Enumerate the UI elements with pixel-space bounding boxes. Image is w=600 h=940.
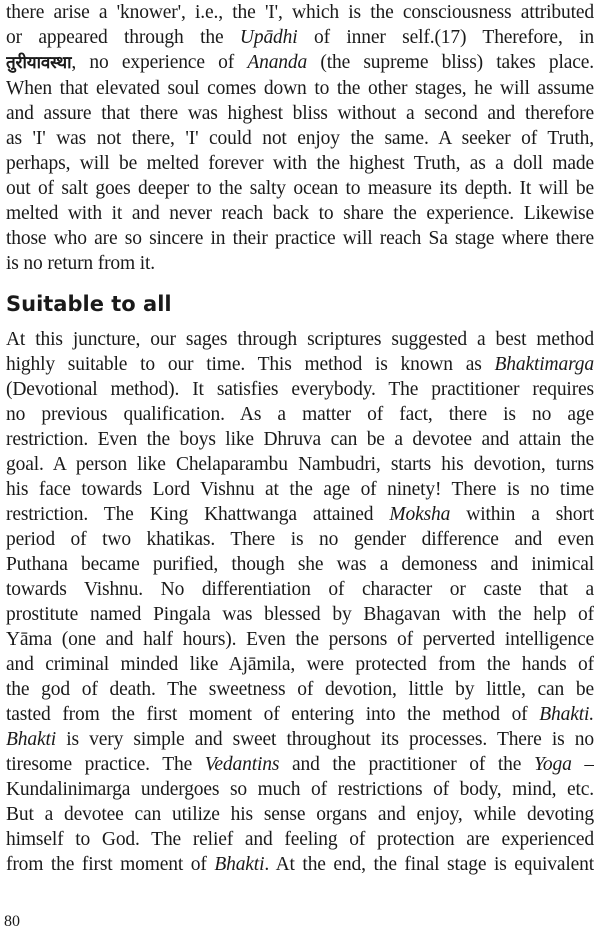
text-line [6,677,594,702]
text-segment: of inner self.(17) Therefore, in [297,27,594,48]
text-line [6,377,594,402]
text-line [6,802,594,827]
text-line [6,402,594,427]
text-segment: and the practitioner of the [279,754,534,775]
text-line [6,527,594,552]
text-line [6,552,594,577]
text-segment: restriction. The King Khattwanga attained [6,504,390,525]
text-line [6,577,594,602]
text-segment: (the supreme bliss) takes place. [307,52,594,73]
text-line [6,50,594,76]
text-segment: his face towards Lord Vishnu at the age of ninety! There is no time [6,479,594,500]
text-line [6,427,594,452]
text-segment: himself to God. The relief and feeling of protection are experienced [6,829,594,850]
text-segment: Yāma (one and half hours). Even the persons of perverted intelligence [6,629,594,650]
text-segment: and assure that there was highest bliss without a second and therefore [6,103,594,124]
paragraph-2 [6,327,596,877]
text-line [6,101,594,126]
text-line [6,176,594,201]
text-segment: – [571,754,594,775]
text-line [6,0,594,25]
text-line [6,777,594,802]
text-line [6,727,594,752]
text-line [6,627,594,652]
text-segment: those who are so sincere in their practice will reach Sa stage where there [6,228,594,249]
text-segment: But a devotee can utilize his sense organs and enjoy, while devoting [6,804,594,825]
text-segment: highly suitable to our time. This method is known as [6,354,495,375]
page-number: 80 [4,913,20,930]
text-line [6,702,594,727]
italic-term: Bhaktimarga [494,354,594,375]
text-segment: towards Vishnu. No differentiation of character or caste that a [6,579,594,600]
section-heading: Suitable to all [6,292,172,316]
text-segment: tasted from the first moment of entering into the method of [6,704,540,725]
text-segment: the god of death. The sweetness of devotion, little by little, can be [6,679,594,700]
text-segment: and criminal minded like Ajāmila, were protected from the hands of [6,654,594,675]
text-segment: Puthana became purified, though she was a demoness and inimical [6,554,594,575]
text-segment: When that elevated soul comes down to the other stages, he will assume [6,78,594,99]
text-line [6,201,594,226]
text-segment: or appeared through the [6,27,240,48]
italic-term: Upādhi [239,27,298,48]
text-line [6,76,594,101]
italic-term: Bhakti. [539,704,594,725]
text-segment: perhaps, will be melted forever with the highest Truth, as a doll made [6,153,594,174]
text-segment: within a short [450,504,594,525]
text-line [6,827,594,852]
text-line [6,126,594,151]
text-segment: (Devotional method). It satisfies everybody. The practitioner requires [6,379,594,400]
italic-term: Vedantins [204,754,280,775]
text-segment: goal. A person like Chelaparambu Nambudri, starts his devotion, turns [6,454,594,475]
text-segment: is very simple and sweet throughout its processes. There is no [56,729,594,750]
text-segment: from the first moment of [6,854,215,875]
text-segment: no previous qualification. As a matter of fact, there is no age [6,404,594,425]
italic-term: Moksha [389,504,451,525]
text-line [6,752,594,777]
italic-term: Yoga [533,754,572,775]
text-segment: tiresome practice. The [6,754,205,775]
text-line [6,25,594,50]
text-segment: as 'I' was not there, 'I' could not enjoy the same. A seeker of Truth, [6,128,594,149]
text-line [6,652,594,677]
text-segment: prostitute named Pingala was blessed by Bhagavan with the help of [6,604,594,625]
text-line [6,452,594,477]
text-segment: there arise a 'knower', i.e., the 'I', which is the consciousness attributed [6,2,594,23]
text-segment: At this juncture, our sages through scriptures suggested a best method [6,329,594,350]
text-segment: restriction. Even the boys like Dhruva can be a devotee and attain the [6,429,594,450]
text-segment: Kundalinimarga undergoes so much of restrictions of body, mind, etc. [6,779,594,800]
text-segment: period of two khatikas. There is no gender difference and even [6,529,594,550]
italic-term: Bhakti [6,729,57,750]
text-line [6,226,594,251]
text-segment: . At the end, the final stage is equivalent [264,854,594,875]
italic-term: Bhakti [214,854,265,875]
text-segment: out of salt goes deeper to the salty ocean to measure its depth. It will be [6,178,594,199]
paragraph-1 [6,0,596,276]
text-line [6,352,594,377]
devanagari-term: तुरीयावस्था [6,53,72,73]
text-segment: melted with it and never reach back to share the experience. Likewise [6,203,594,224]
text-line [6,602,594,627]
text-line [6,477,594,502]
text-segment: , no experience of [71,52,248,73]
text-segment: is no return from it. [6,253,156,274]
text-line [6,502,594,527]
italic-term: Ananda [247,52,308,73]
text-line [6,327,594,352]
text-line [6,251,594,276]
text-line [6,151,594,176]
text-line [6,852,594,877]
